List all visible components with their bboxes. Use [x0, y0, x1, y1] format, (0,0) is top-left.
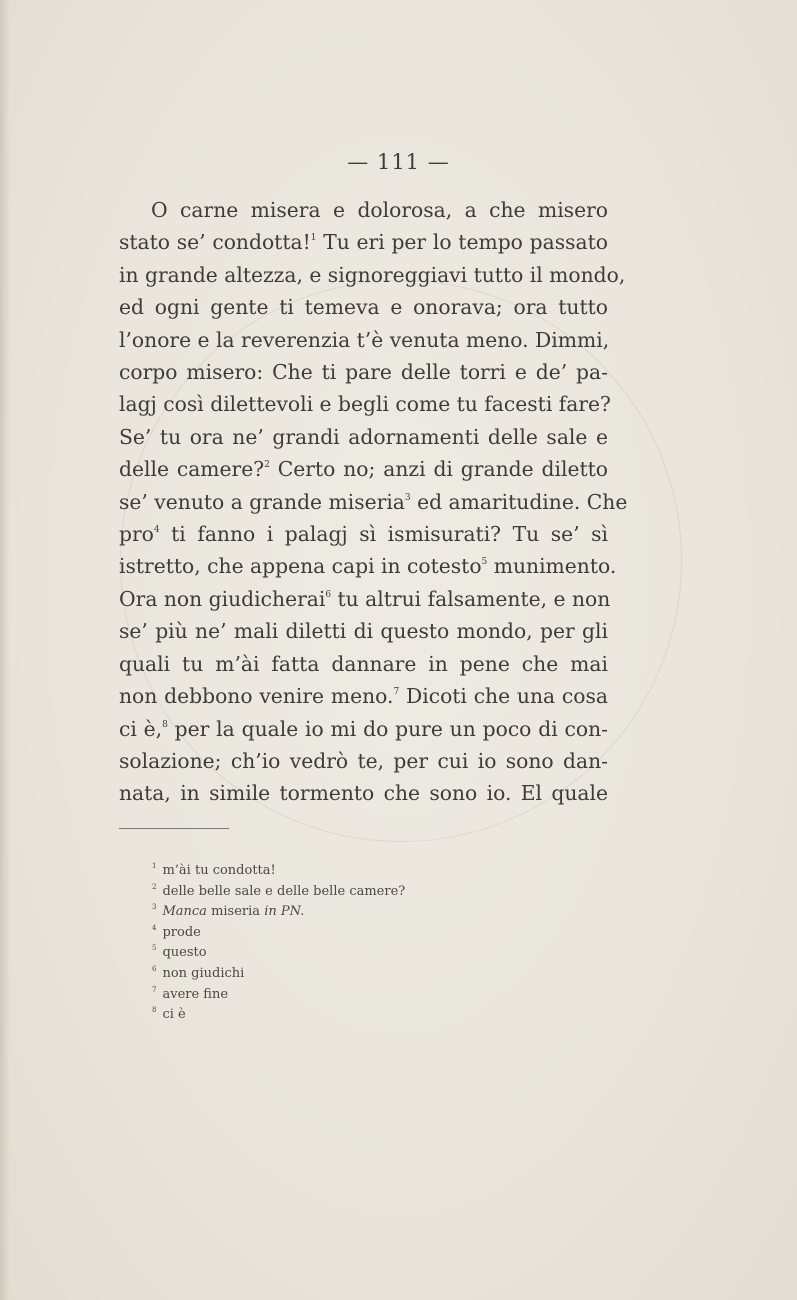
text-line: ci è,$^8$ per la quale io mi do pure un poco di con- — [119, 716, 608, 741]
text-line: O carne misera e dolorosa, a che misero — [151, 198, 608, 222]
text-line: ed ogni gente ti temeva e onorava; ora tutto — [119, 295, 608, 320]
footnote-mark: 2 — [264, 460, 270, 471]
footnote-mark: 5 — [481, 557, 488, 568]
text-line: istretto, che appena capi in cotesto$^5$ munimento. — [119, 554, 617, 579]
footnotes — [152, 861, 405, 1026]
footnote-mark: 3 — [404, 492, 411, 503]
text-line: nata, in simile tormento che sono io. El quale — [119, 781, 608, 806]
text-line: corpo misero: Che ti pare delle torri e de’ pa- — [119, 360, 608, 385]
text-line: delle camere?$^2$ Certo no; anzi di grande diletto — [119, 457, 608, 482]
text-line: se’ più ne’ mali diletti di questo mondo, per gli — [119, 619, 608, 644]
text-line: l’onore e la reverenzia t’è venuta meno. Dimmi, — [119, 327, 610, 352]
text-line: se’ venuto a grande miseria$^3$ ed amaritudine. Che — [119, 489, 628, 514]
main-text — [119, 194, 628, 810]
text-line: pro$^4$ ti fanno i palagj sì ismisurati? Tu se’ sì — [119, 522, 608, 547]
text-line: lagj così dilettevoli e begli come tu facesti fare? — [119, 392, 611, 417]
text-line: Ora non giudicherai$^6$ tu altrui falsamente, e non — [119, 586, 611, 611]
page-number: — 111 — — [347, 150, 450, 174]
footnote-item: $^2$ delle belle sale e delle belle camere? — [152, 882, 406, 899]
footnote-mark: 8 — [162, 719, 168, 730]
text-line: non debbono venire meno.$^7$ Dicoti che una cosa — [119, 684, 608, 709]
page-edge-shadow — [0, 0, 10, 1300]
footnote-mark: 4 — [153, 525, 160, 536]
footnote-item: $^7$ avere fine — [152, 985, 229, 1002]
footnote-divider — [119, 828, 229, 829]
text-line: stato se’ condotta!$^1$ Tu eri per lo tempo passato — [119, 230, 608, 255]
footnote-item: $^4$ prode — [152, 923, 201, 940]
text-line: solazione; ch’io vedrò te, per cui io sono dan- — [119, 748, 608, 773]
footnote-item: $^8$ ci è — [152, 1006, 186, 1023]
footnote-item: $^5$ questo — [152, 944, 207, 961]
footnote-mark: 7 — [393, 687, 400, 698]
footnote-mark: 6 — [325, 589, 332, 600]
text-line: in grande altezza, e signoreggiavi tutto il mondo, — [119, 262, 626, 287]
text-line: quali tu m’ài fatta dannare in pene che mai — [119, 651, 608, 676]
footnote-item: $^3$ Manca miseria in PN. — [152, 903, 305, 920]
footnote-item: $^6$ non giudichi — [152, 964, 245, 981]
footnote-item: $^1$ m’ài tu condotta! — [152, 862, 276, 878]
text-line: Se’ tu ora ne’ grandi adornamenti delle sale e — [119, 424, 608, 449]
footnote-mark: 1 — [310, 233, 317, 244]
